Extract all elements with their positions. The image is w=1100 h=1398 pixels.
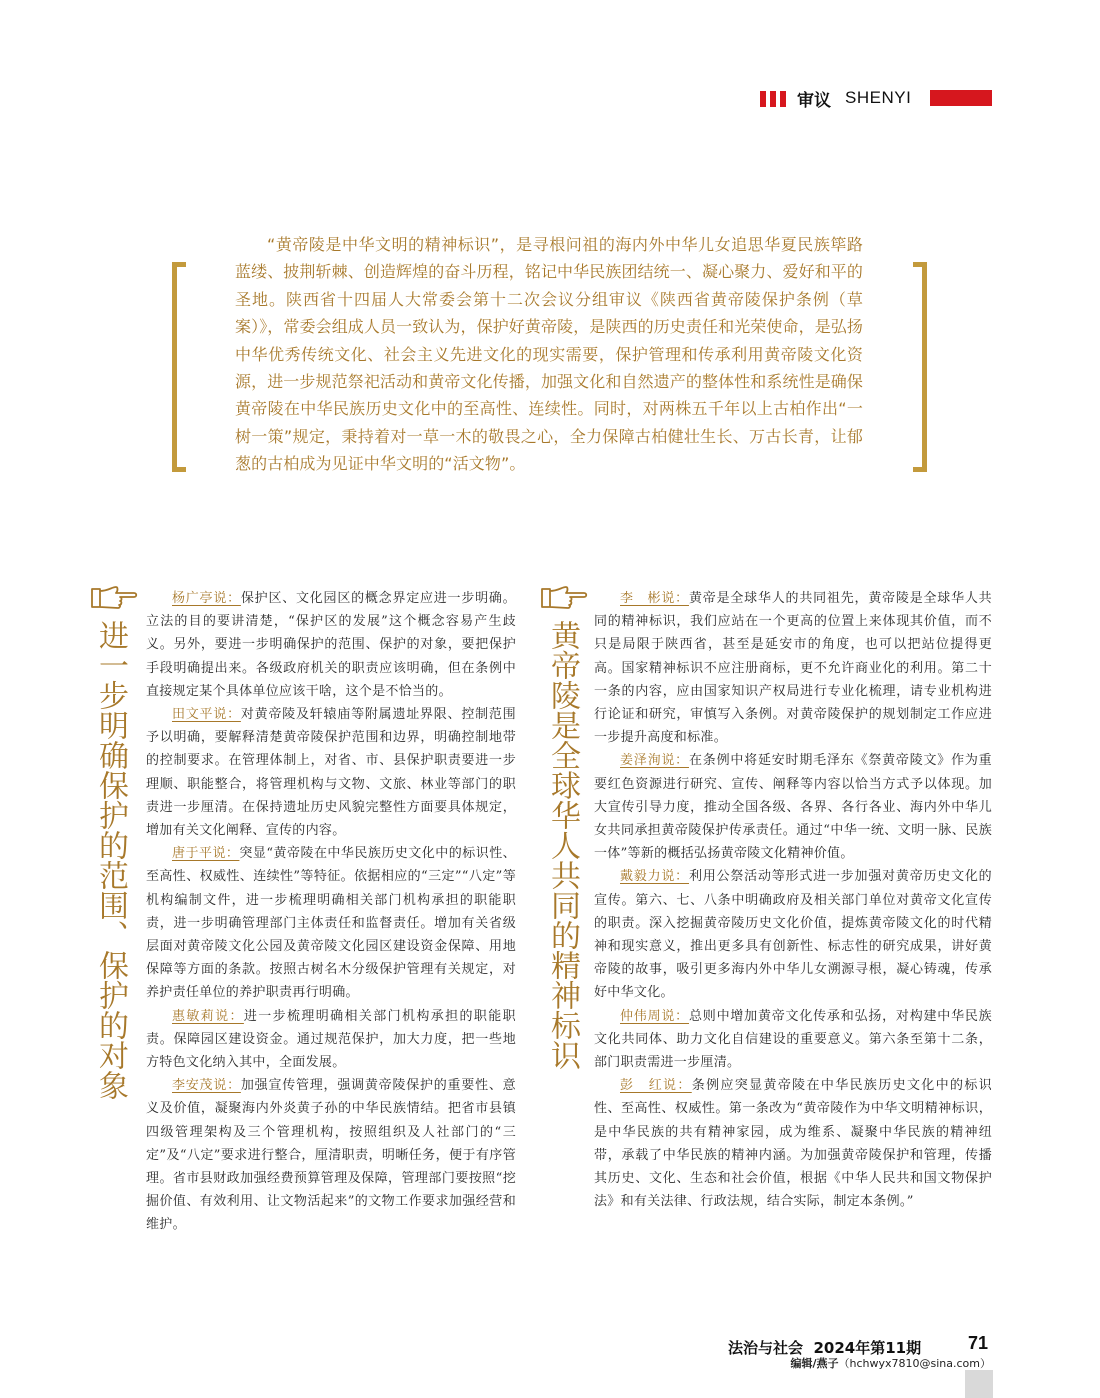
magazine-name: 法治与社会: [728, 1339, 804, 1357]
opinion-text: 突显“黄帝陵在中华民族历史文化中的标识性、至高性、权威性、连续性”等特征。依据相应的“三定”“八定”等机构编制文件，进一步梳理明确相关部门机构承担的职能职责，进一步明确管理部门主体责任和监督责任。增加有关省级层面对黄帝陵文化公园及黄帝陵文化园区建设资金保障、用地保障等方面的条款。按照古树名木分级保护管理有关规定，对养护责任单位的养护职责再行明确。: [146, 846, 516, 1001]
section-heading-2: 黄帝陵是全球华人共同的精神标识: [545, 620, 580, 1070]
opinion-text: 进一步梳理明确相关部门机构承担的职能职责。保障园区建设资金。通过规范保护，加大力度，把一些地方特色文化纳入其中，全面发展。: [146, 1008, 516, 1071]
opinion-text: 在条例中将延安时期毛泽东《祭黄帝陵文》作为重要红色资源进行研究、宣传、阐释等内容以恰当方式予以体现。加大宣传引导力度，推动全国各级、各界、各行各业、海内外中华儿女共同承担黄帝陵保护传承责任。通过“中华一统、文明一脉、民族一体”等新的概括弘扬黄帝陵文化精神价值。: [594, 753, 992, 862]
speaker-name: 惠敏莉说：: [172, 1008, 244, 1024]
pointing-hand-icon: [90, 585, 138, 611]
editor-email: （hchwyx7810@sina.com）: [838, 1357, 991, 1370]
opinion-text: 加强宣传管理，强调黄帝陵保护的重要性、意义及价值，凝聚海内外炎黄子孙的中华民族情结。把省市县镇四级管理架构及三个管理机构，按照组织及人社部门的“三定”及“八定”要求进行整合，厘清职责，明晰任务，便于有序管理。省市县财政加强经费预算管理及保障，管理部门要按照“挖掘价值、有效利用、让文物活起来”的文物工作要求加强经营和维护。: [146, 1078, 516, 1233]
opinion-paragraph: [146, 1074, 516, 1236]
opinion-text: 黄帝是全球华人的共同祖先，黄帝陵是全球华人共同的精神标识，我们应站在一个更高的位置上来体现其价值，而不只是局限于陕西省，甚至是延安市的角度，也可以把站位提得更高。国家精神标识不应注册商标，更不允许商业化的利用。第二十一条的内容，应由国家知识产权局进行专业化梳理，请专业机构进行论证和研究，审慎写入条例。对黄帝陵保护的规划制定工作应进一步提升高度和标准。: [594, 591, 992, 746]
header-bars-icon: [760, 91, 786, 107]
opinions-column-1: [146, 587, 516, 1237]
opinion-paragraph: [594, 1005, 992, 1075]
opinion-text: 条例应突显黄帝陵在中华民族历史文化中的标识性、至高性、权威性。第一条改为“黄帝陵作为中华文明精神标识，是中华民族的共有精神家园，成为维系、凝聚中华民族的精神纽带，承载了中华民族的精神内涵。为加强黄帝陵保护和管理，传播其历史、文化、生态和社会价值，根据《中华人民共和国文物保护法》和有关法律、行政法规，结合实际，制定本条例。”: [594, 1078, 992, 1210]
intro-bracket-right: [913, 262, 927, 472]
speaker-name: 李安茂说：: [172, 1078, 241, 1094]
speaker-name: 彭 红说：: [620, 1078, 692, 1094]
footer-gray-block: [965, 1370, 993, 1398]
section-title-en: SHENYI: [845, 88, 912, 107]
speaker-name: 李 彬说：: [620, 591, 689, 606]
opinions-column-2: [594, 587, 992, 1213]
speaker-name: 姜泽洵说：: [620, 753, 689, 769]
speaker-name: 唐于平说：: [172, 846, 240, 862]
opinion-paragraph: [594, 1074, 992, 1213]
opinion-paragraph: [146, 842, 516, 1004]
speaker-name: 戴毅力说：: [620, 869, 689, 885]
opinion-paragraph: [594, 749, 992, 865]
opinion-text: 利用公祭活动等形式进一步加强对黄帝历史文化的宣传。第六、七、八条中明确政府及相关部门单位对黄帝文化宣传的职责。深入挖掘黄帝陵历史文化价值，提炼黄帝陵文化的时代精神和现实意义，推出更多具有创新性、标志性的研究成果，讲好黄帝陵的故事，吸引更多海内外中华儿女溯源寻根，凝心铸魂，传承好中华文化。: [594, 869, 992, 1001]
page-number: 71: [968, 1333, 989, 1353]
speaker-name: 杨广亭说：: [172, 591, 241, 606]
opinion-text: 总则中增加黄帝文化传承和弘扬，对构建中华民族文化共同体、助力文化自信建设的重要意义。第六条至第十二条，部门职责需进一步厘清。: [594, 1008, 992, 1071]
speaker-name: 田文平说：: [172, 707, 241, 723]
header-red-bar: [930, 90, 992, 106]
section-heading-1: 进一步明确保护的范围、保护的对象: [93, 620, 128, 1100]
opinion-paragraph: [594, 865, 992, 1004]
issue-number: 2024年第11期: [813, 1339, 922, 1357]
footer-magazine: [728, 1337, 921, 1358]
opinion-paragraph: [146, 1005, 516, 1075]
opinion-paragraph: [146, 587, 516, 703]
pointing-hand-icon: [540, 585, 588, 611]
section-title: 审议: [797, 91, 831, 111]
speaker-name: 仲伟周说：: [620, 1008, 689, 1024]
intro-bracket-left: [172, 262, 186, 472]
opinion-text: 保护区、文化园区的概念界定应进一步明确。立法的目的要讲清楚，“保护区的发展”这个概念容易产生歧义。另外，要进一步明确保护的范围、保护的对象，要把保护手段明确提出来。各级政府机关的职责应该明确，但在条例中直接规定某个具体单位应该干啥，这个是不恰当的。: [146, 591, 516, 699]
opinion-text: 对黄帝陵及轩辕庙等附属遗址界限、控制范围予以明确，要解释清楚黄帝陵保护范围和边界，明确控制地带的控制要求。在管理体制上，对省、市、县保护职责要进一步理顺、职能整合，将管理机构与文物、文旅、林业等部门的职责进一步厘清。在保持遗址历史风貌完整性方面要具体规定，增加有关文化阐释、宣传的内容。: [146, 707, 516, 839]
editor-label: 编辑/燕子: [790, 1357, 839, 1370]
opinion-paragraph: [146, 703, 516, 842]
opinion-paragraph: [594, 587, 992, 749]
intro-paragraph: “黄帝陵是中华文明的精神标识”，是寻根问祖的海内外中华儿女追思华夏民族筚路蓝缕、披荆斩棘、创造辉煌的奋斗历程，铭记中华民族团结统一、凝心聚力、爱好和平的圣地。陕西省十四届人大常委会第十二次会议分组审议《陕西省黄帝陵保护条例（草案）》，常委会组成人员一致认为，保护好黄帝陵，是陕西的历史责任和光荣使命，是弘扬中华优秀传统文化、社会主义先进文化的现实需要，保护管理和传承利用黄帝陵文化资源，进一步规范祭祀活动和黄帝文化传播，加强文化和自然遗产的整体性和系统性是确保黄帝陵在中华民族历史文化中的至高性、连续性。同时，对两株五千年以上古柏作出“一树一策”规定，秉持着对一草一木的敬畏之心，全力保障古柏健壮生长、万古长青，让郁葱的古柏成为见证中华文明的“活文物”。: [235, 235, 864, 474]
